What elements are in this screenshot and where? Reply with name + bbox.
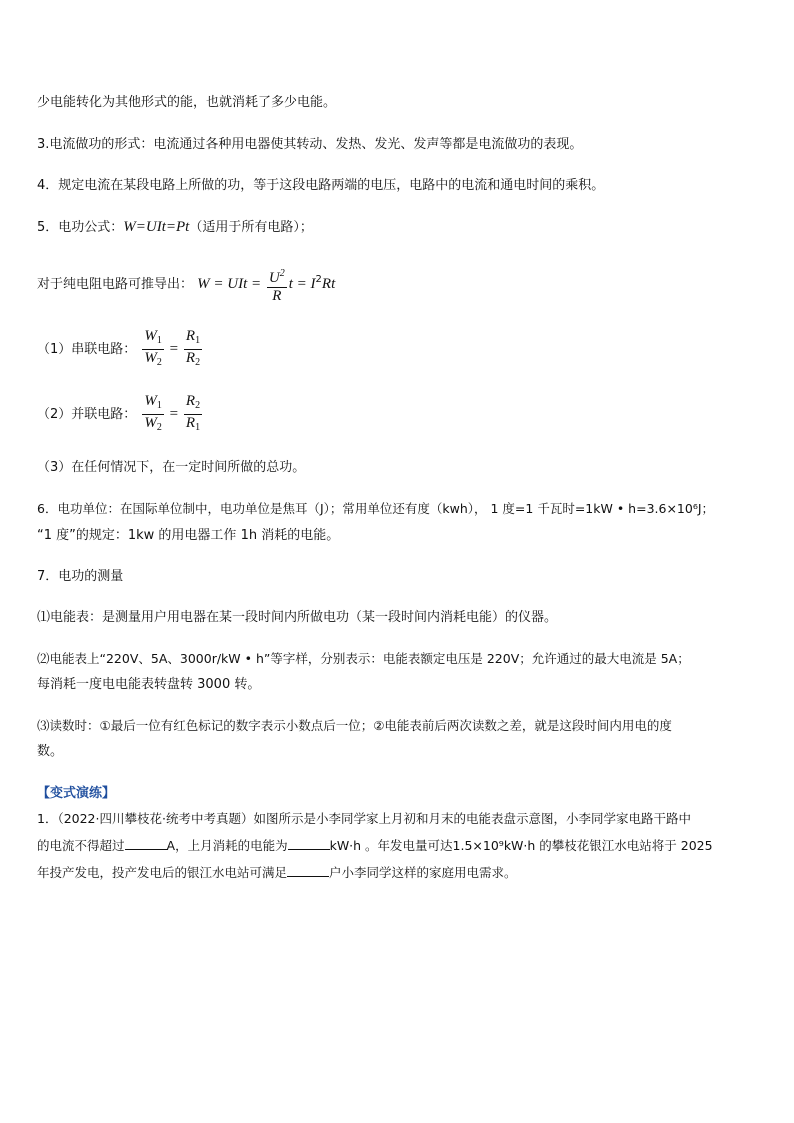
exercise-heading: 【变式演练】 [37, 786, 116, 801]
text-line: ⑶读数时：①最后一位有红色标记的数字表示小数点后一位；②电能表前后两次读数之差，就是这段时间内用电的度 [37, 718, 672, 733]
text-line: 每消耗一度电电能表转盘转 3000 转。 [37, 677, 261, 692]
question-line: 1．（2022·四川攀枝花·统考中考真题）如图所示是小李同学家上月初和月末的电能表盘示意图，小李同学家电路干路中 [37, 811, 691, 826]
exponent: 2 [315, 274, 322, 285]
numerator: R [185, 393, 196, 409]
subscript: 2 [156, 357, 162, 368]
fraction-r1-over-r2 [184, 328, 202, 371]
subscript: 2 [195, 357, 201, 368]
text-line: ⑵电能表上“220V、5A、3000r/kW • h”等字样，分别表示：电能表额定电压是 220V；允许通过的最大电流是 5A； [37, 651, 690, 666]
text: kW·h 。年发电量可达 [329, 838, 453, 853]
fraction-r2-over-r1 [184, 393, 202, 436]
text: 的攀枝花银江水电站将于 2025 [535, 838, 713, 853]
text-line: ⑴电能表：是测量用户用电器在某一段时间内所做电功（某一段时间内消耗电能）的仪器。 [37, 610, 558, 625]
question-line [37, 837, 774, 855]
formula-eq: = I [292, 276, 316, 292]
exponent: 2 [279, 267, 285, 279]
text-line: 少电能转化为其他形式的能，也就消耗了多少电能。 [37, 95, 337, 110]
formula: W=UIt=Pt [123, 219, 190, 235]
denominator: R [272, 287, 282, 304]
text-line: 6．电功单位：在国际单位制中，电功单位是焦耳（J）；常用单位还有度（kwh）， 1 度=1 千瓦时=1kW • h=3.6×10⁶J； [37, 501, 715, 516]
text: A，上月消耗的电能为 [166, 838, 288, 853]
denominator: R [185, 415, 196, 431]
numerator: U [268, 269, 280, 286]
text-line: 数。 [37, 744, 64, 759]
subscript: 1 [195, 335, 201, 346]
series-circuit-line [37, 328, 774, 371]
fraction-w1-over-w2 [142, 393, 164, 436]
subscript: 2 [156, 422, 162, 433]
formula-W: W [197, 276, 210, 292]
numerator: W [144, 393, 157, 409]
subscript: 1 [195, 422, 201, 433]
equals: = [165, 406, 182, 422]
label: （2）并联电路： [37, 407, 137, 422]
electric-work-formula-line [37, 218, 774, 237]
fraction-w1-over-w2 [142, 328, 164, 371]
formula-t: t [288, 276, 293, 292]
answer-blank[interactable] [125, 837, 167, 850]
numerator: R [185, 328, 196, 344]
subscript: 2 [195, 400, 201, 411]
label: 5．电功公式： [37, 220, 124, 235]
text: 年投产发电，投产发电后的银江水电站可满足 [37, 865, 288, 880]
denominator: R [185, 350, 196, 366]
answer-blank[interactable] [288, 837, 330, 850]
answer-blank[interactable] [287, 864, 329, 877]
pure-resistance-formula-line [37, 262, 774, 305]
section-title: 7．电功的测量 [37, 569, 124, 584]
text: 的电流不得超过 [37, 838, 125, 853]
denominator: W [144, 415, 157, 431]
formula-rt: Rt [321, 276, 336, 292]
text-line: （3）在任何情况下，在一定时间所做的总功。 [37, 460, 306, 475]
text: 户小李同学这样的家庭用电需求。 [329, 865, 517, 880]
denominator: W [144, 350, 157, 366]
label: 对于纯电阻电路可推导出： [37, 277, 194, 292]
subscript: 1 [156, 335, 162, 346]
subscript: 1 [156, 400, 162, 411]
numerator: W [144, 328, 157, 344]
parallel-circuit-line [37, 393, 774, 436]
note: （适用于所有电路）； [189, 220, 313, 235]
equals: = [165, 341, 182, 357]
text: 1.5×10⁹kW·h [452, 838, 536, 853]
question-line [37, 864, 774, 882]
label: （1）串联电路： [37, 342, 137, 357]
text-line: 3.电流做功的形式：电流通过各种用电器使其转动、发热、发光、发声等都是电流做功的表现。 [37, 137, 583, 152]
text-line: “1 度”的规定：1kw 的用电器工作 1h 消耗的电能。 [37, 528, 340, 543]
formula-eq: = UIt = [209, 276, 265, 292]
text-line: 4．规定电流在某段电路上所做的功，等于这段电路两端的电压，电路中的电流和通电时间的乘积。 [37, 178, 605, 193]
fraction-u2-over-r [267, 265, 287, 305]
